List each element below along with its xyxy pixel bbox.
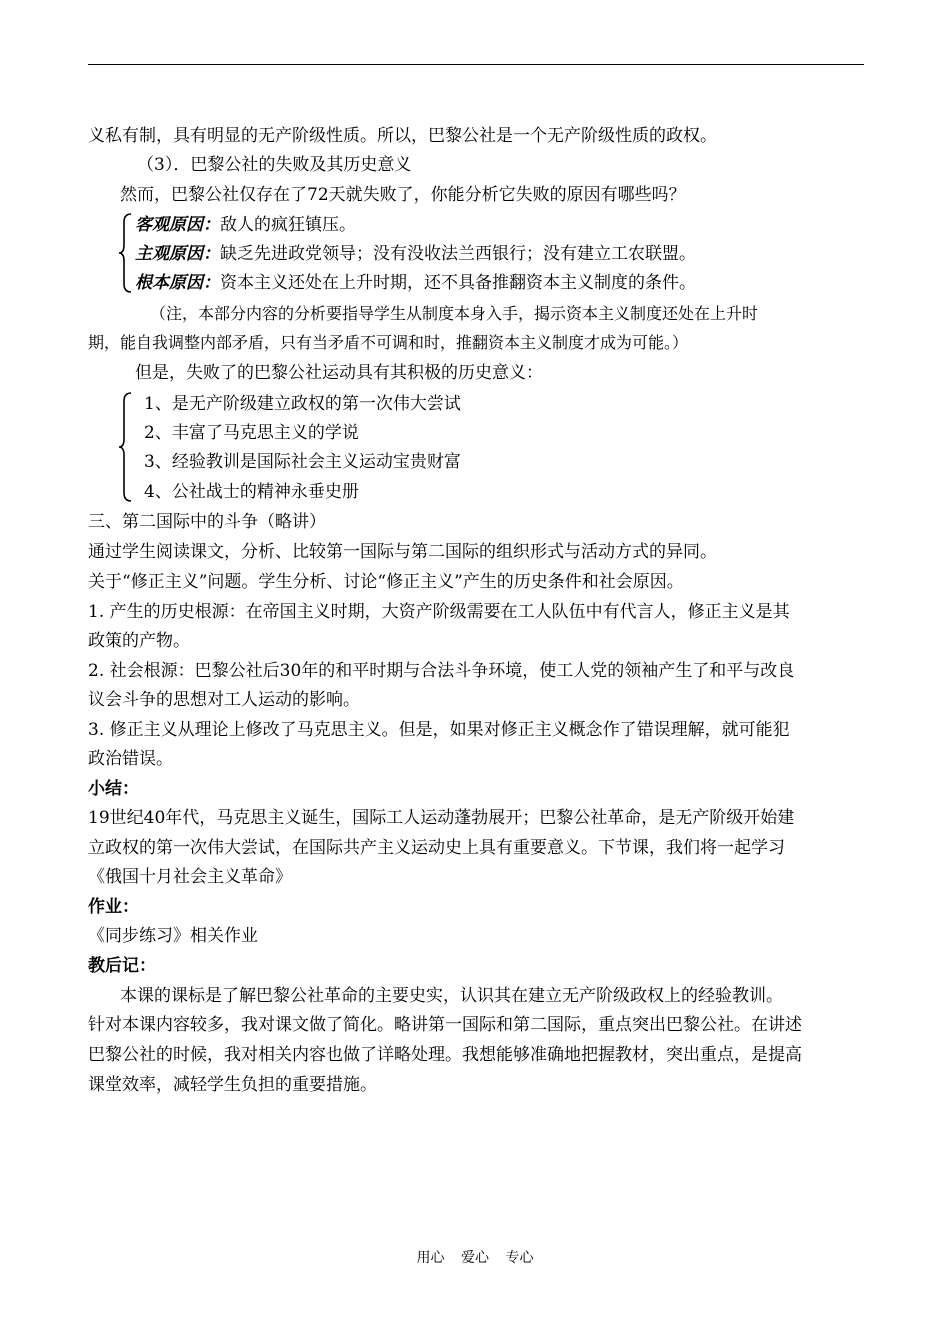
paragraph-line: 政治错误。	[88, 749, 173, 769]
paragraph-line: 《同步练习》相关作业	[88, 926, 258, 946]
homework-title: 作业：	[88, 897, 139, 917]
paragraph-line: 针对本课内容较多，我对课文做了简化。略讲第一国际和第二国际，重点突出巴黎公社。在讲述	[88, 1015, 802, 1035]
postscript-title: 教后记：	[88, 956, 156, 976]
paragraph-line: 本课的课标是了解巴黎公社革命的主要史实，认识其在建立无产阶级政权上的经验教训。	[120, 986, 783, 1006]
section-heading: （3）．巴黎公社的失败及其历史意义	[137, 155, 412, 175]
left-brace	[117, 212, 137, 294]
cause-label: 根本原因：	[135, 273, 220, 293]
paragraph-line: 3. 修正主义从理论上修改了马克思主义。但是，如果对修正主义概念作了错误理解，就可能犯	[88, 720, 790, 740]
significance-item: 2、丰富了马克思主义的学说	[144, 423, 359, 443]
paragraph-line: 议会斗争的思想对工人运动的影响。	[88, 690, 360, 710]
paragraph-line: 2. 社会根源：巴黎公社后30年的和平时期与合法斗争环境，使工人党的领袖产生了和平与改良	[88, 661, 795, 681]
footer-text: 用心	[416, 1250, 445, 1266]
paragraph-line: 19世纪40年代，马克思主义诞生，国际工人运动蓬勃展开；巴黎公社革命，是无产阶级开始建	[88, 808, 795, 828]
cause-item	[135, 272, 696, 294]
footer-text: 专心	[505, 1250, 534, 1266]
cause-item	[135, 243, 696, 265]
section-heading: 三、第二国际中的斗争（略讲）	[88, 512, 326, 532]
cause-text: 缺乏先进政党领导；没有没收法兰西银行；没有建立工农联盟。	[220, 244, 696, 264]
left-brace	[117, 391, 137, 503]
paragraph-line: 义私有制，具有明显的无产阶级性质。所以，巴黎公社是一个无产阶级性质的政权。	[88, 126, 717, 146]
cause-label: 客观原因：	[135, 215, 220, 235]
summary-title: 小结：	[88, 779, 139, 799]
paragraph-line: 《俄国十月社会主义革命》	[88, 867, 292, 887]
cause-text: 资本主义还处在上升时期，还不具备推翻资本主义制度的条件。	[220, 273, 696, 293]
paragraph-line: 政策的产物。	[88, 631, 190, 651]
paragraph-line: 通过学生阅读课文，分析、比较第一国际与第二国际的组织形式与活动方式的异同。	[88, 542, 717, 562]
paragraph-line: 1. 产生的历史根源：在帝国主义时期，大资产阶级需要在工人队伍中有代言人，修正主义是其	[88, 602, 790, 622]
paragraph-line: 立政权的第一次伟大尝试，在国际共产主义运动史上具有重要意义。下节课，我们将一起学习	[88, 838, 785, 858]
footer-text: 爱心	[461, 1250, 489, 1266]
paragraph-line: 巴黎公社的时候，我对相关内容也做了详略处理。我想能够准确地把握教材，突出重点，是提高	[88, 1045, 802, 1065]
paragraph-line: 课堂效率，减轻学生负担的重要措施。	[88, 1075, 377, 1095]
paragraph-line: 关于“修正主义”问题。学生分析、讨论“修正主义”产生的历史条件和社会原因。	[88, 572, 684, 592]
cause-text: 敌人的疯狂镇压。	[220, 215, 356, 235]
significance-item: 4、公社战士的精神永垂史册	[144, 482, 359, 502]
paragraph-line: 然而，巴黎公社仅存在了72天就失败了，你能分析它失败的原因有哪些吗？	[120, 185, 686, 205]
cause-item	[135, 214, 356, 236]
significance-item: 3、经验教训是国际社会主义运动宝贵财富	[144, 452, 461, 472]
cause-label: 主观原因：	[135, 244, 220, 264]
note-line: 期，能自我调整内部矛盾，只有当矛盾不可调和时，推翻资本主义制度才成为可能。）	[88, 333, 689, 352]
header-rule	[88, 64, 864, 65]
note-line: （注，本部分内容的分析要指导学生从制度本身入手，揭示资本主义制度还处在上升时	[150, 304, 759, 323]
significance-item: 1、是无产阶级建立政权的第一次伟大尝试	[144, 394, 461, 414]
page-footer	[0, 1247, 950, 1267]
paragraph-line: 但是，失败了的巴黎公社运动具有其积极的历史意义：	[135, 363, 543, 383]
